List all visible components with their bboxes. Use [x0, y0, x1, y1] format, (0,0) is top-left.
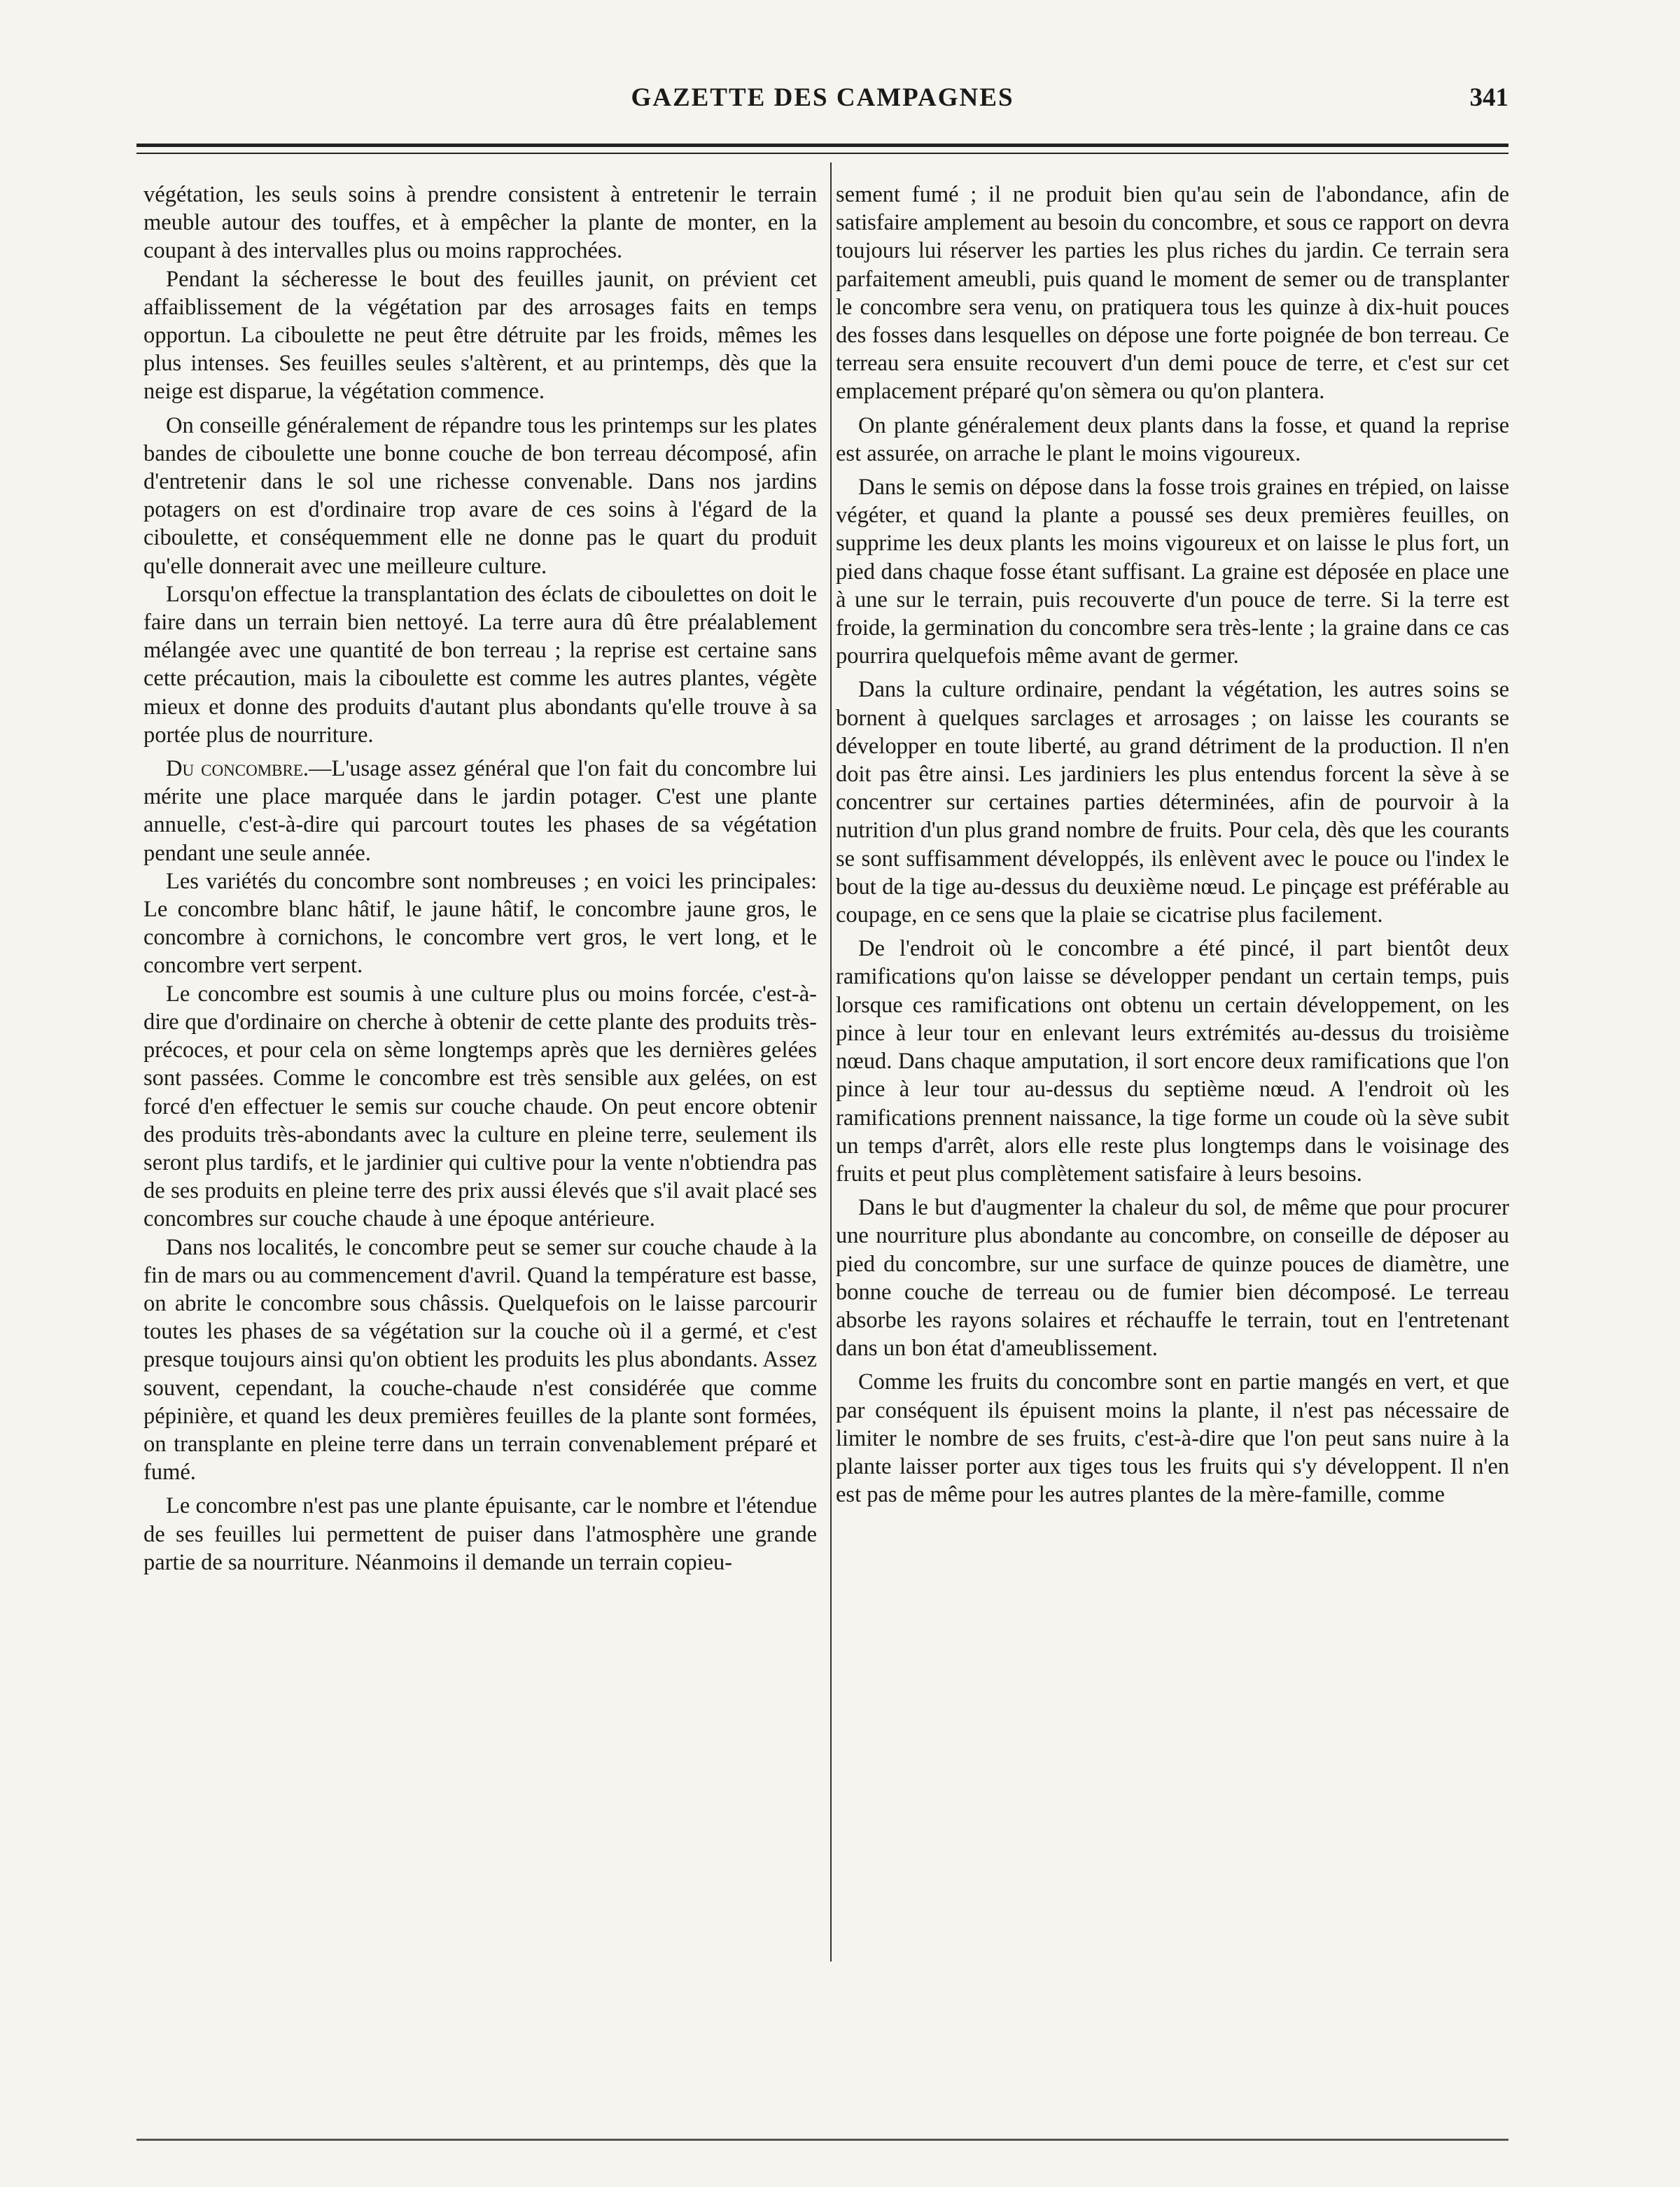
paragraph: Comme les fruits du concombre sont en partie mangés en vert, et que par conséquent ils épuisent moins la plante, il n'est pas nécessaire de limiter le nombre de ses fruits, c'est-à-dire que l'on peut sans nuire à la plante laisser porter aux tiges tous les fruits qui s'y développent. Il n'en est pas de même pour les autres plantes de la mère-famille, comme [836, 1369, 1509, 1508]
column-divider [830, 162, 832, 1962]
paragraph: Dans nos localités, le concombre peut se semer sur couche chaude à la fin de mars ou au commencement d'avril. Quand la température est basse, on abrite le concombre sous châssis. Quelquefois on le laisse parcourir toutes les phases de sa végétation sur la couche où il a germé, et c'est presque toujours ainsi qu'on obtient les produits les plus abondants. Assez souvent, cependant, la couche-chaude n'est considérée que comme pépinière, et quand les deux premières feuilles de la plante sont formées, on transplante en pleine terre dans un terrain convenablement préparé et fumé. [144, 1234, 817, 1486]
paragraph: Dans le semis on dépose dans la fosse trois graines en trépied, on laisse végéter, et quand la plante a poussé ses deux premières feuilles, on supprime les deux plants les moins vigoureux et on laisse le plus fort, un pied dans chaque fosse étant suffisant. La graine est déposée en place une à une sur le terrain, puis recouverte d'un pouce de terre. Si la terre est froide, la germination du concombre sera très-lente ; la graine dans ce cas pourrira quelquefois même avant de germer. [836, 475, 1509, 669]
header-rule-thick [136, 144, 1508, 147]
paragraph: Le concombre est soumis à une culture plus ou moins forcée, c'est-à-dire que d'ordinaire on cherche à obtenir de cette plante des produits très-précoces, et pour cela on sème longtemps après que les dernières gelées sont passées. Comme le concombre est très sensible aux gelées, on est forcé d'en effectuer le semis sur couche chaude. On peut encore obtenir des produits très-abondants avec la culture en pleine terre, seulement ils seront plus tardifs, et le jardinier qui cultive pour la vente n'obtiendra pas de ses produits en pleine terre des prix aussi élevés que s'il avait placé ses concombres sur couche chaude à une époque antérieure. [144, 981, 817, 1232]
paragraph: De l'endroit où le concombre a été pincé, il part bientôt deux ramifications qu'on laisse se développer pendant un certain temps, puis lorsque ces ramifications ont obtenu un certain développement, on les pince à leur tour en enlevant leurs extrémités au-dessus du troisième nœud. Dans chaque amputation, il sort encore deux ramifications que l'on pince à leur tour au-dessus du septième nœud. A l'endroit où les ramifications prennent naissance, la tige forme un coude où la sève subit un temps d'arrêt, alors elle reste plus longtemps dans le voisinage des fruits et peut plus complètement satisfaire à leurs besoins. [836, 936, 1509, 1187]
left-column [144, 181, 817, 1577]
paragraph: On plante généralement deux plants dans la fosse, et quand la reprise est assurée, on arrache le plant le moins vigoureux. [836, 412, 1509, 466]
paragraph: Le concombre n'est pas une plante épuisante, car le nombre et l'étendue de ses feuilles lui permettent de puiser dans l'atmosphère une grande partie de sa nourriture. Néanmoins il demande un terrain copieu- [144, 1493, 817, 1575]
header-rule-thin [136, 153, 1508, 154]
paragraph: Dans la culture ordinaire, pendant la végétation, les autres soins se bornent à quelques sarclages et arrosages ; on laisse les courants se développer en toute liberté, au grand détriment de la production. Il n'en doit pas être ainsi. Les jardiniers les plus entendus forcent la sève à se concentrer sur certaines parties déterminées, afin de pourvoir à la nutrition d'un plus grand nombre de fruits. Pour cela, dès que les courants se sont suffisamment développés, ils enlèvent avec le pouce ou l'index le bout de la tige au-dessus du deuxième nœud. Le pinçage est préférable au coupage, en ce sens que la plaie se cicatrise plus facilement. [836, 677, 1509, 928]
paragraph: Les variétés du concombre sont nombreuses ; en voici les principales: Le concombre blanc hâtif, le jaune hâtif, le concombre jaune gros, le concombre à cornichons, le concombre vert gros, le vert long, et le concombre vert serpent. [144, 868, 817, 979]
paragraph: végétation, les seuls soins à prendre consistent à entretenir le terrain meuble autour des touffes, et à empêcher la plante de monter, en la coupant à des intervalles plus ou moins rapprochées. [144, 182, 817, 264]
page-header [136, 83, 1508, 125]
section-heading-paragraph: Du concombre.—L'usage assez général que l'on fait du concombre lui mérite une place marquée dans le jardin potager. C'est une plante annuelle, c'est-à-dire qui parcourt toutes les phases de sa végétation pendant une seule année. [144, 756, 817, 866]
paragraph: On conseille généralement de répandre tous les printemps sur les plates bandes de ciboulette une bonne couche de bon terreau décomposé, afin d'entretenir dans le sol une richesse convenable. Dans nos jardins potagers on est d'ordinaire trop avare de ces soins à l'égard de la ciboulette, et conséquemment elle ne donne pas le quart du produit qu'elle donnerait avec une meilleure culture. [144, 412, 817, 579]
page-number: 341 [1469, 83, 1508, 112]
journal-title: GAZETTE DES CAMPAGNES [631, 83, 1014, 112]
paragraph: Dans le but d'augmenter la chaleur du sol, de même que pour procurer une nourriture plus abondante au concombre, on conseille de déposer au pied du concombre, sur une surface de quinze pouces de diamètre, une bonne couche de terreau ou de fumier bien décomposé. Le terreau absorbe les rayons solaires et réchauffe le terrain, tout en l'entretenant dans un bon état d'ameublissement. [836, 1195, 1509, 1362]
paragraph: Lorsqu'on effectue la transplantation des éclats de ciboulettes on doit le faire dans un terrain bien nettoyé. La terre aura dû être préalablement mélangée avec une quantité de bon terreau ; la reprise est certaine sans cette précaution, mais la ciboulette est comme les autres plantes, végète mieux et donne des produits d'autant plus abondants qu'elle trouve à sa portée plus de nourriture. [144, 581, 817, 748]
section-heading: Du concombre. [166, 756, 309, 782]
footer-rule [136, 2139, 1508, 2141]
paragraph: sement fumé ; il ne produit bien qu'au sein de l'abondance, afin de satisfaire amplement au besoin du concombre, et sous ce rapport on devra toujours lui réserver les parties les plus riches du jardin. Ce terrain sera parfaitement ameubli, puis quand le moment de semer ou de transplanter le concombre sera venu, on pratiquera tous les quinze à dix-huit pouces des fosses dans lesquelles on dépose une forte poignée de bon terreau. Ce terreau sera ensuite recouvert d'un demi pouce de terre, et c'est sur cet emplacement préparé qu'on sèmera ou qu'on plantera. [836, 182, 1509, 405]
right-column [836, 181, 1509, 1509]
paragraph: Pendant la sécheresse le bout des feuilles jaunit, on prévient cet affaiblissement de la végétation par des arrosages faits en temps opportun. La ciboulette ne peut être détruite par les froids, mêmes les plus intenses. Ses feuilles seules s'altèrent, et au printemps, dès que la neige est disparue, la végétation commence. [144, 266, 817, 405]
